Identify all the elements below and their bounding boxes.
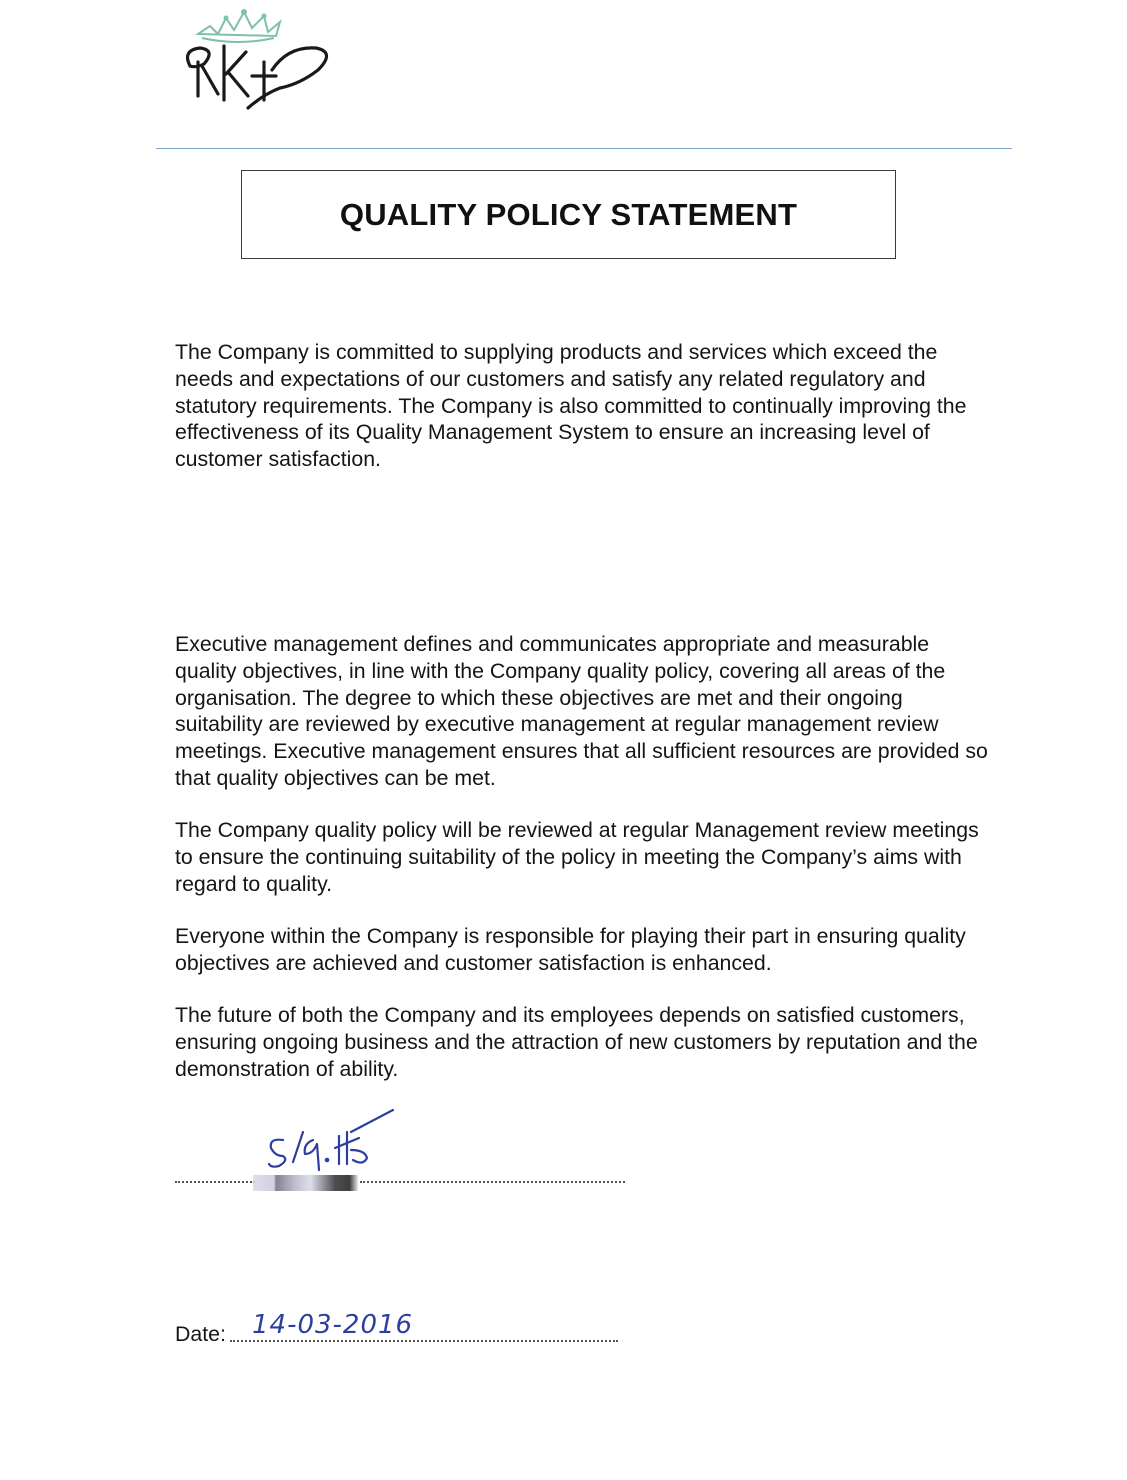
rkp-letters (188, 46, 327, 108)
date-label: Date: (175, 1322, 226, 1346)
header-rule (156, 148, 1012, 149)
policy-paragraph: The future of both the Company and its employees depends on satisfied customers, ensuring ongoing business and the attraction of new customers by reputation and the demonstration of ability. (175, 1003, 978, 1081)
signature-line (175, 1181, 255, 1183)
redaction-mark (253, 1175, 358, 1191)
policy-paragraph: The Company quality policy will be reviewed at regular Management review meetings to ensure the continuing suitability of the policy in meeting the Company’s aims with regard to quality. (175, 818, 979, 896)
signature-line (360, 1181, 625, 1183)
title-box (241, 170, 896, 259)
date-line (230, 1340, 618, 1342)
policy-paragraph: Executive management defines and communicates appropriate and measurable quality objectives, in line with the Company quality policy, covering all areas of the organisation. The degree to which these objectives are met and their ongoing suitability are reviewed by executive management at regular management review meetings. Executive management ensures that all sufficient resources are provided so that quality objectives can be met. (175, 632, 988, 790)
page-title: QUALITY POLICY STATEMENT (339, 196, 798, 232)
policy-paragraph: Everyone within the Company is responsible for playing their part in ensuring quality objectives are achieved and customer satisfaction is enhanced. (175, 924, 966, 975)
crown-icon (198, 10, 280, 42)
policy-paragraph: The Company is committed to supplying products and services which exceed the needs and expectations of our customers and satisfy any related regulatory and statutory requirements. The Company is also committed to continually improving the effectiveness of its Quality Management System to ensure an increasing level of customer satisfaction. (175, 340, 967, 472)
date-value: 14-03-2016 (252, 1310, 414, 1340)
rkp-logo (168, 4, 338, 116)
